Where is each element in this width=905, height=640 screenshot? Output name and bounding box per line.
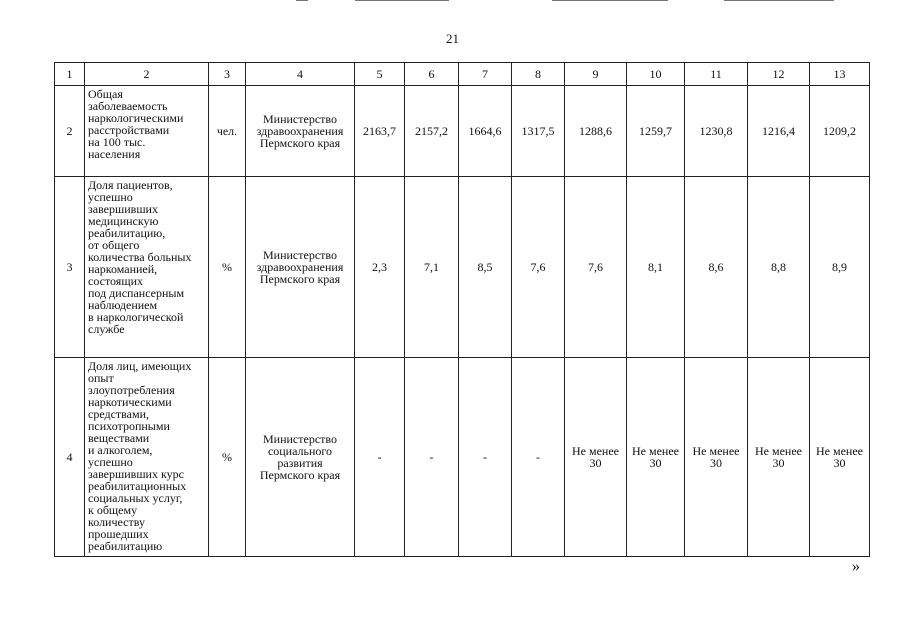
indicators-table <box>54 62 870 557</box>
value-cell: 1288,6 <box>565 86 627 177</box>
value-cell: 2,3 <box>355 177 405 358</box>
value-cell: 7,6 <box>565 177 627 358</box>
header-cell: 1 <box>55 63 85 86</box>
header-cell: 6 <box>405 63 459 86</box>
header-cell: 12 <box>748 63 810 86</box>
value-cell: - <box>405 358 459 557</box>
closing-quote: » <box>852 558 860 575</box>
value-cell: - <box>355 358 405 557</box>
header-cell: 11 <box>685 63 748 86</box>
value-cell: - <box>512 358 565 557</box>
header-cell: 5 <box>355 63 405 86</box>
header-cell: 9 <box>565 63 627 86</box>
table-row <box>55 177 870 358</box>
responsible-org-cell: Министерство здравоохранения Пермского края <box>246 86 355 177</box>
row-number-cell: 3 <box>55 177 85 358</box>
table-row <box>55 86 870 177</box>
header-cell: 2 <box>85 63 209 86</box>
responsible-org-cell: Министерство социального развития Пермского края <box>246 358 355 557</box>
value-cell: 8,1 <box>627 177 685 358</box>
value-cell: 1317,5 <box>512 86 565 177</box>
value-cell: 2157,2 <box>405 86 459 177</box>
unit-cell: % <box>209 358 246 557</box>
value-cell: 1216,4 <box>748 86 810 177</box>
value-cell: 8,9 <box>810 177 870 358</box>
value-cell: 1209,2 <box>810 86 870 177</box>
header-row <box>55 63 870 86</box>
unit-cell: чел. <box>209 86 246 177</box>
top-rule-2 <box>355 0 449 1</box>
value-cell: 2163,7 <box>355 86 405 177</box>
value-cell: 1664,6 <box>459 86 512 177</box>
value-cell: 7,1 <box>405 177 459 358</box>
value-cell: Не менее 30 <box>627 358 685 557</box>
value-cell: Не менее 30 <box>748 358 810 557</box>
row-number-cell: 2 <box>55 86 85 177</box>
value-cell: 8,6 <box>685 177 748 358</box>
indicator-name-cell: Доля пациентов, успешно завершивших медицинскую реабилитацию, от общего количества больных наркоманией, состоящих под диспансерным наблюдением в наркологической службе <box>85 177 209 358</box>
value-cell: Не менее 30 <box>685 358 748 557</box>
value-cell: 7,6 <box>512 177 565 358</box>
value-cell: Не менее 30 <box>810 358 870 557</box>
value-cell: 1259,7 <box>627 86 685 177</box>
header-cell: 8 <box>512 63 565 86</box>
header-cell: 10 <box>627 63 685 86</box>
unit-cell: % <box>209 177 246 358</box>
responsible-org-cell: Министерство здравоохранения Пермского края <box>246 177 355 358</box>
table-body <box>55 63 870 557</box>
top-rule-3 <box>552 0 668 1</box>
indicator-name-cell: Доля лиц, имеющих опыт злоупотребления наркотическими средствами, психотропными веществами и алкоголем, успешно завершивших курс реабилитационных социальных услуг, к общему количеству прошедших реабилитацию <box>85 358 209 557</box>
top-rule-1 <box>296 0 308 1</box>
value-cell: 8,5 <box>459 177 512 358</box>
top-rule-4 <box>724 0 834 1</box>
table-row <box>55 358 870 557</box>
value-cell: Не менее 30 <box>565 358 627 557</box>
value-cell: 8,8 <box>748 177 810 358</box>
page-number: 21 <box>446 31 459 46</box>
header-cell: 7 <box>459 63 512 86</box>
indicator-name-cell: Общая заболеваемость наркологическими расстройствами на 100 тыс. населения <box>85 86 209 177</box>
value-cell: - <box>459 358 512 557</box>
header-cell: 13 <box>810 63 870 86</box>
row-number-cell: 4 <box>55 358 85 557</box>
header-cell: 3 <box>209 63 246 86</box>
value-cell: 1230,8 <box>685 86 748 177</box>
header-cell: 4 <box>246 63 355 86</box>
